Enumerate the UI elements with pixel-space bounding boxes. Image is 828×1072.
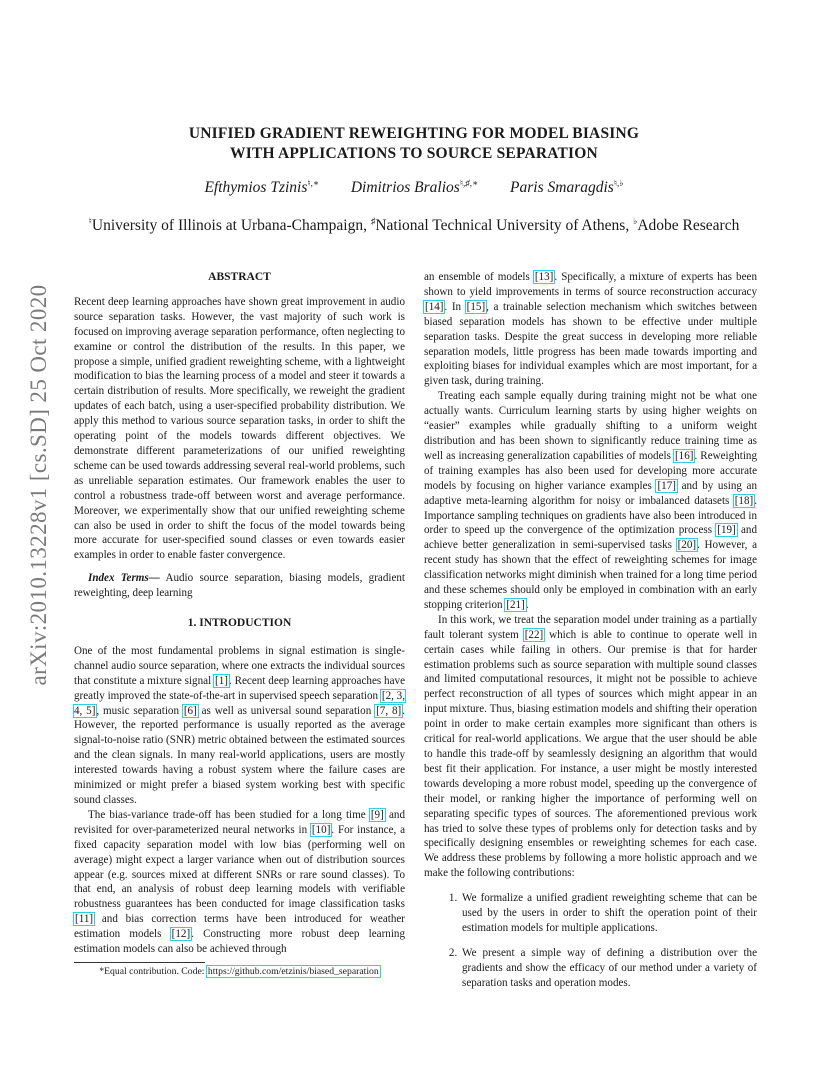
citation-link[interactable]: [19] bbox=[717, 524, 736, 537]
list-item: 2. We present a simple way of defining a distribution over the gradients and show the efficacy of our method under a variety of separation tasks and operation modes. bbox=[460, 946, 757, 991]
citation-link[interactable]: [15] bbox=[466, 300, 486, 313]
title-line-1: UNIFIED GRADIENT REWEIGHTING FOR MODEL BIASING bbox=[188, 125, 640, 142]
citation-link[interactable]: [17] bbox=[657, 479, 676, 492]
left-column bbox=[74, 270, 405, 601]
citation-link[interactable]: [13] bbox=[534, 271, 554, 283]
abstract-heading: ABSTRACT bbox=[208, 271, 271, 283]
citation-link[interactable]: [9] bbox=[370, 808, 384, 821]
paper-title bbox=[0, 124, 828, 164]
arxiv-stamp-text: arXiv:2010.13228v1 [cs.SD] 25 Oct 2020 bbox=[26, 284, 51, 686]
affiliations: ♮University of Illinois at Urbana-Champaign, ♯National Technical University of Athens, ♭Adobe Research bbox=[88, 216, 740, 235]
author: Dimitrios Bralios♮,♯,∗ bbox=[350, 178, 479, 197]
author: Efthymios Tzinis♮,∗ bbox=[204, 178, 319, 197]
contributions-list bbox=[424, 891, 757, 990]
citation-link[interactable]: [14] bbox=[425, 300, 444, 313]
author: Paris Smaragdis♮,♭ bbox=[510, 178, 624, 197]
title-line-2: WITH APPLICATIONS TO SOURCE SEPARATION bbox=[230, 145, 598, 162]
introduction-section bbox=[74, 616, 405, 957]
right-column bbox=[424, 270, 757, 1001]
citation-link[interactable]: [1] bbox=[215, 674, 228, 687]
citation-link[interactable]: [7, 8] bbox=[376, 704, 402, 717]
citation-link[interactable]: [18] bbox=[734, 494, 754, 507]
citation-link[interactable]: [12] bbox=[171, 928, 191, 941]
intro-paragraph-2: The bias-variance trade-off has been studied for a long time [9] and revisited for over-parameterized neural networks in [10]. For instance, a fixed capacity separation model with low bias (performing well on average) might expect a larger variance when out of distribution sources appear (e.g. sources mixed at different SNRs or rare sound classes). To that end, an analysis of robust deep learning models with verifiable robustness guarantees has been conducted for image classification tasks [11] and bias correction terms have been introduced for weather estimation models [12]. Constructing more robust deep learning estimation models can also be achieved through bbox=[74, 808, 406, 956]
author-list bbox=[0, 178, 828, 197]
citation-link[interactable]: [16] bbox=[674, 449, 694, 462]
citation-link[interactable]: [6] bbox=[183, 704, 197, 717]
footnote: *Equal contribution. Code: https://github.com/etzinis/biased_separation bbox=[99, 966, 379, 977]
citation-link[interactable]: [11] bbox=[75, 913, 94, 926]
citation-link[interactable]: [21] bbox=[506, 598, 525, 611]
citation-link[interactable]: [2, 3, 4, 5] bbox=[74, 689, 406, 717]
footnote-rule bbox=[74, 962, 205, 963]
list-item: 1. We formalize a unified gradient reweighting scheme that can be used by the users in order to shift the operation point of their estimation models for multiple applications. bbox=[460, 891, 757, 936]
arxiv-stamp bbox=[20, 284, 58, 686]
right-paragraph-2: Treating each sample equally during training might not be what one actually wants. Curriculum learning starts by using higher weights on “easier” examples while gradually shifting to a uniform weight distribution and has been shown to significantly reduce training time as well as increasing generalization capabilities of models [16]. Reweighting of training examples has also been used for developing more accurate models by focusing on higher variance examples [17] and by using an adaptive meta-learning algorithm for noisy or imbalanced datasets [18]. Importance sampling techniques on gradients have also been introduced in order to speed up the convergence of the optimization process [19] and achieve better generalization in semi-supervised tasks [20]. However, a recent study has shown that the effect of reweighting schemes for image classification networks might diminish when trained for a long time period and these schemes should only be employed in combination with an early stopping criterion [21]. bbox=[424, 390, 758, 611]
intro-paragraph-1: One of the most fundamental problems in signal estimation is single-channel audio source separation, where one extracts the individual sources that constitute a mixture signal [1]. Recent deep learning approaches have greatly improved the state-of-the-art in supervised speech separation [2, 3, 4, 5], music separation [6] as well as universal sound separation [7, 8]. However, the reported performance is usually reported as the average signal-to-noise ratio (SNR) metric obtained between the estimated sources and the clean signals. In many real-world applications, users are mostly interested towards having a robust system where the failure cases are minimized or might prefer a biased system working best with specific sound classes. bbox=[74, 644, 406, 806]
right-paragraph-3: In this work, we treat the separation model under training as a partially fault tolerant system [22] which is able to continue to operate well in certain cases while failing in others. Our premise is that for harder estimation problems such as source separation with multiple sound classes and limited computational resources, it might not be possible to achieve perfect reconstruction of all types of sources which might appear in an input mixture. Thus, biasing estimation models and shifting their operation point in order to make certain examples more significant than others is critical for real-world applications. We argue that the user should be able to handle this trade-off by seamlessly designing an algorithm that would best fit their application. For instance, a user might be mostly interested towards developing a more robust model, speeding up the convergence of their model, or ranking higher the importance of performing well on separating specific types of sources. The aforementioned previous work has tried to solve these types of problems only for detection tasks and by specifically designing ensembles or reweighting schemes for each case. We address these problems by following a more holistic approach and we make the following contributions: bbox=[424, 613, 757, 880]
abstract-text: Recent deep learning approaches have shown great improvement in audio source separation tasks. However, the vast majority of such work is focused on improving average separation performance, often neglecting to examine or control the distribution of the results. In this paper, we propose a simple, unified gradient reweighting scheme, with a lightweight modification to bias the learning process of a model and steer it towards a certain distribution of results. More specifically, we reweight the gradient updates of each batch, using a user-specified probability distribution. We apply this method to various source separation tasks, in order to shift the operating point of the models towards different objectives. We demonstrate different parameterizations of our unified reweighting scheme can be used towards addressing several real-world problems, such as unreliable separation estimates. Our framework enables the user to control a robustness trade-off between worst and average performance. Moreover, we experimentally show that our unified reweighting scheme can also be used in order to shift the focus of the model towards being more accurate for user-specified sound classes or even towards easier examples in order to enable faster convergence. bbox=[74, 295, 405, 562]
right-paragraph-1: an ensemble of models [13]. Specifically, a mixture of experts has been shown to yield improvements in terms of source reconstruction accuracy [14]. In [15], a trainable selection mechanism which switches between biased separation models has shown to be effective under multiple separation tasks. Despite the great success in developing more reliable separation models, little progress has been made towards importing and exploiting biases for individual examples which are most important, for a given task, during training. bbox=[424, 271, 757, 388]
code-url-link[interactable]: https://github.com/etzinis/biased_separation bbox=[207, 966, 379, 977]
citation-link[interactable]: [10] bbox=[311, 823, 331, 836]
intro-heading: 1. INTRODUCTION bbox=[187, 617, 292, 629]
index-terms: Index Terms— Audio source separation, biasing models, gradient reweighting, deep learning bbox=[74, 572, 405, 600]
citation-link[interactable]: [22] bbox=[524, 628, 544, 641]
citation-link[interactable]: [20] bbox=[677, 539, 697, 552]
